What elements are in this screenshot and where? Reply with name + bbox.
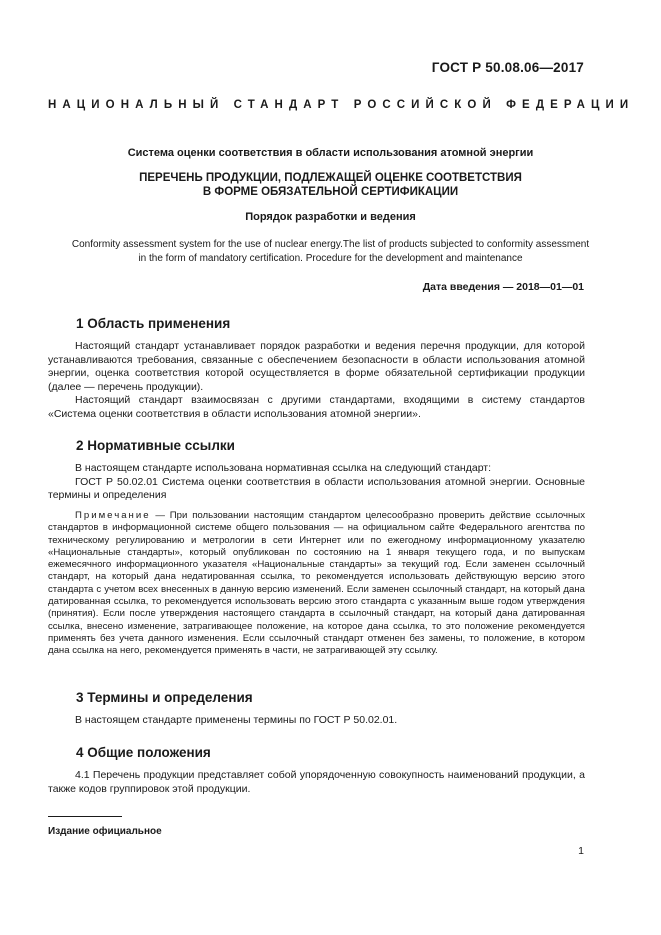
section-4-paragraph-1: 4.1 Перечень продукции представляет собой упорядоченную совокупность наименований продукции, а также кодов группировок этой продукции. [48, 769, 585, 795]
section-1-paragraph-2: Настоящий стандарт взаимосвязан с другими стандартами, входящими в систему стандартов «Система оценки соответствия в области использования атомной энергии». [48, 394, 585, 420]
document-title-line-2: В ФОРМЕ ОБЯЗАТЕЛЬНОЙ СЕРТИФИКАЦИИ [202, 186, 459, 198]
english-title-line-1: Conformity assessment system for the use of nuclear energy.The list of products subjected to conformity assessment [71, 239, 590, 250]
section-2-paragraph-1: В настоящем стандарте использована нормативная ссылка на следующий стандарт: [75, 462, 492, 474]
document-subtitle: Порядок разработки и ведения [245, 211, 416, 223]
section-3-body [48, 714, 585, 728]
date-introduced: Дата введения — 2018—01—01 [422, 281, 584, 293]
section-4-heading: 4 Общие положения [76, 745, 211, 760]
section-1-paragraph-1: Настоящий стандарт устанавливает порядок разработки и ведения перечня продукции, для которой устанавливаются требования, связанные с обеспечением безопасности в области использования атомной энергии, оценка соответствия которой осуществляется в форме обязательной сертификации продукции (далее — перечень продукции). [48, 340, 585, 393]
section-2-note [48, 510, 585, 658]
note-text: — При пользовании настоящим стандартом целесообразно проверить действие ссылочных стандартов в информационной системе общего пользования — на официальном сайте Федерального агентства по техническому регулированию и метрологии в сети Интернет или по ежегодному информационному указателю «Национальные стандарты», который опубликован по состоянию на 1 января текущего года, и по выпускам ежемесячного информационного указателя «Национальные стандарты» за текущий год. Если заменен ссылочный стандарт, на который дана недатированная ссылка, то рекомендуется использовать действующую версию этого стандарта с учетом всех внесенных в данную версию изменений. Если заменен ссылочный стандарт, на который дана датированная ссылка, то рекомендуется использовать версию этого стандарта с указанным выше годом утверждения (принятия). Если после утверждения настоящего стандарта в ссылочный стандарт, на который дана датированная ссылка, внесено изменение, затрагивающее положение, на которое дана ссылка, то это положение рекомендуется применять без учета данного изменения. Если ссылочный стандарт отменен без замены, то положение, в котором дана ссылка на него, рекомендуется применять в части, не затрагивающей эту ссылку. [48, 510, 585, 657]
footer-divider [48, 816, 122, 817]
section-2-body [48, 462, 585, 503]
section-4-body [48, 769, 585, 796]
section-3-paragraph-1: В настоящем стандарте применены термины по ГОСТ Р 50.02.01. [75, 714, 398, 726]
official-edition-label: Издание официальное [48, 826, 162, 837]
note-label: Примечание [75, 510, 151, 521]
document-title [40, 171, 621, 199]
system-title: Система оценки соответствия в области использования атомной энергии [127, 147, 534, 159]
document-title-line-1: ПЕРЕЧЕНЬ ПРОДУКЦИИ, ПОДЛЕЖАЩЕЙ ОЦЕНКЕ СООТВЕТСТВИЯ [139, 172, 522, 184]
section-1-body [48, 340, 585, 422]
section-2-paragraph-2: ГОСТ Р 50.02.01 Система оценки соответствия в области использования атомной энергии. Основные термины и определения [48, 475, 585, 502]
section-3-heading: 3 Термины и определения [76, 690, 253, 705]
standard-number: ГОСТ Р 50.08.06—2017 [431, 60, 584, 75]
english-title-line-2: in the form of mandatory certification. Procedure for the development and maintenance [138, 252, 523, 264]
english-title [40, 238, 621, 265]
section-1-heading: 1 Область применения [76, 316, 231, 331]
page-number: 1 [578, 845, 584, 857]
section-2-heading: 2 Нормативные ссылки [76, 438, 235, 453]
national-standard-banner: НАЦИОНАЛЬНЫЙ СТАНДАРТ РОССИЙСКОЙ ФЕДЕРАЦИИ [48, 99, 635, 111]
